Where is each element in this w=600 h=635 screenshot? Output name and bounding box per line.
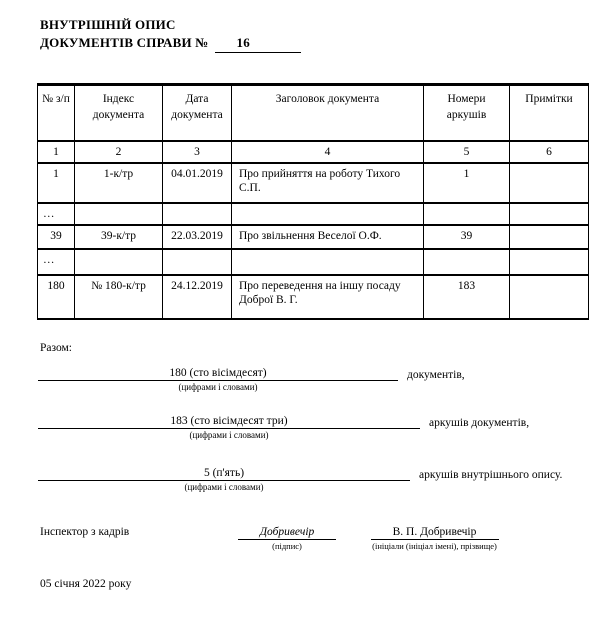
signature-field bbox=[238, 526, 336, 551]
cell-index: № 180-к/тр bbox=[75, 275, 163, 319]
column-numbers-row bbox=[38, 141, 589, 163]
cell-sheets bbox=[424, 249, 510, 275]
cell-index bbox=[75, 203, 163, 225]
cell-notes bbox=[510, 163, 589, 203]
table-row-ellipsis bbox=[38, 249, 589, 275]
total-sheets-suffix: аркушів документів, bbox=[429, 416, 530, 429]
table-row-ellipsis bbox=[38, 203, 589, 225]
header-cell-date: Дата документа bbox=[163, 85, 232, 141]
signer-role: Інспектор з кадрів bbox=[40, 525, 130, 538]
col-number: 6 bbox=[510, 141, 589, 163]
document-date: 05 січня 2022 року bbox=[40, 577, 132, 590]
cell-date bbox=[163, 203, 232, 225]
cell-title: Про прийняття на роботу Тихого С.П. bbox=[232, 163, 424, 203]
signature-block bbox=[40, 526, 600, 551]
title-line-2 bbox=[40, 34, 600, 53]
document-page bbox=[0, 16, 600, 635]
cell-notes bbox=[510, 249, 589, 275]
signer-full-name: В. П. Добривечір bbox=[371, 526, 499, 540]
signature-caption: (підпис) bbox=[272, 540, 302, 551]
col-number: 3 bbox=[163, 141, 232, 163]
header-cell-notes: Примітки bbox=[510, 85, 589, 141]
cell-index: 1-к/тр bbox=[75, 163, 163, 203]
inventory-sheets-value: 5 (п'ять) bbox=[38, 467, 410, 481]
total-documents-value: 180 (сто вісімдесят) bbox=[38, 367, 398, 381]
cell-title bbox=[232, 203, 424, 225]
cell-num: … bbox=[38, 203, 75, 225]
cell-notes bbox=[510, 225, 589, 249]
signer-name-caption: (ініціали (ініціал імені), прізвище) bbox=[372, 540, 497, 551]
header-cell-num: № з/п bbox=[38, 85, 75, 141]
col-number: 4 bbox=[232, 141, 424, 163]
header-cell-index: Індекс документа bbox=[75, 85, 163, 141]
cell-num: 180 bbox=[38, 275, 75, 319]
cell-title bbox=[232, 249, 424, 275]
cell-index: 39-к/тр bbox=[75, 225, 163, 249]
table-row bbox=[38, 275, 589, 319]
cell-sheets: 39 bbox=[424, 225, 510, 249]
inventory-sheets-row bbox=[38, 467, 600, 481]
inventory-sheets-suffix: аркушів внутрішнього опису. bbox=[419, 468, 563, 481]
signature-handwriting: Добривечір bbox=[238, 526, 336, 540]
header-cell-title: Заголовок документа bbox=[232, 85, 424, 141]
col-number: 1 bbox=[38, 141, 75, 163]
table-row bbox=[38, 225, 589, 249]
cell-sheets: 1 bbox=[424, 163, 510, 203]
digits-and-words-caption: (цифрами і словами) bbox=[178, 381, 258, 392]
title-line-2-prefix: ДОКУМЕНТІВ СПРАВИ № bbox=[40, 35, 209, 50]
cell-notes bbox=[510, 203, 589, 225]
cell-sheets bbox=[424, 203, 510, 225]
table-row bbox=[38, 163, 589, 203]
total-sheets-value: 183 (сто вісімдесят три) bbox=[38, 415, 420, 429]
cell-date: 24.12.2019 bbox=[163, 275, 232, 319]
cell-num: 1 bbox=[38, 163, 75, 203]
col-number: 2 bbox=[75, 141, 163, 163]
table-header-row bbox=[38, 85, 589, 141]
document-title bbox=[40, 16, 600, 53]
signer-name-field bbox=[362, 526, 507, 551]
total-documents-suffix: документів, bbox=[407, 368, 465, 381]
total-documents-row bbox=[38, 367, 600, 381]
col-number: 5 bbox=[424, 141, 510, 163]
header-cell-sheets: Номери аркушів bbox=[424, 85, 510, 141]
cell-index bbox=[75, 249, 163, 275]
totals-label: Разом: bbox=[40, 341, 72, 354]
cell-notes bbox=[510, 275, 589, 319]
cell-sheets: 183 bbox=[424, 275, 510, 319]
title-line-1: ВНУТРІШНІЙ ОПИС bbox=[40, 17, 176, 32]
digits-and-words-caption: (цифрами і словами) bbox=[189, 429, 269, 440]
cell-date bbox=[163, 249, 232, 275]
case-number-field: 16 bbox=[215, 34, 301, 53]
cell-date: 04.01.2019 bbox=[163, 163, 232, 203]
cell-title: Про звільнення Веселої О.Ф. bbox=[232, 225, 424, 249]
cell-num: 39 bbox=[38, 225, 75, 249]
cell-date: 22.03.2019 bbox=[163, 225, 232, 249]
total-sheets-row bbox=[38, 415, 600, 429]
cell-title: Про переведення на іншу посаду Доброї В. Г. bbox=[232, 275, 424, 319]
cell-num: … bbox=[38, 249, 75, 275]
documents-table bbox=[37, 83, 589, 320]
digits-and-words-caption: (цифрами і словами) bbox=[184, 481, 264, 492]
